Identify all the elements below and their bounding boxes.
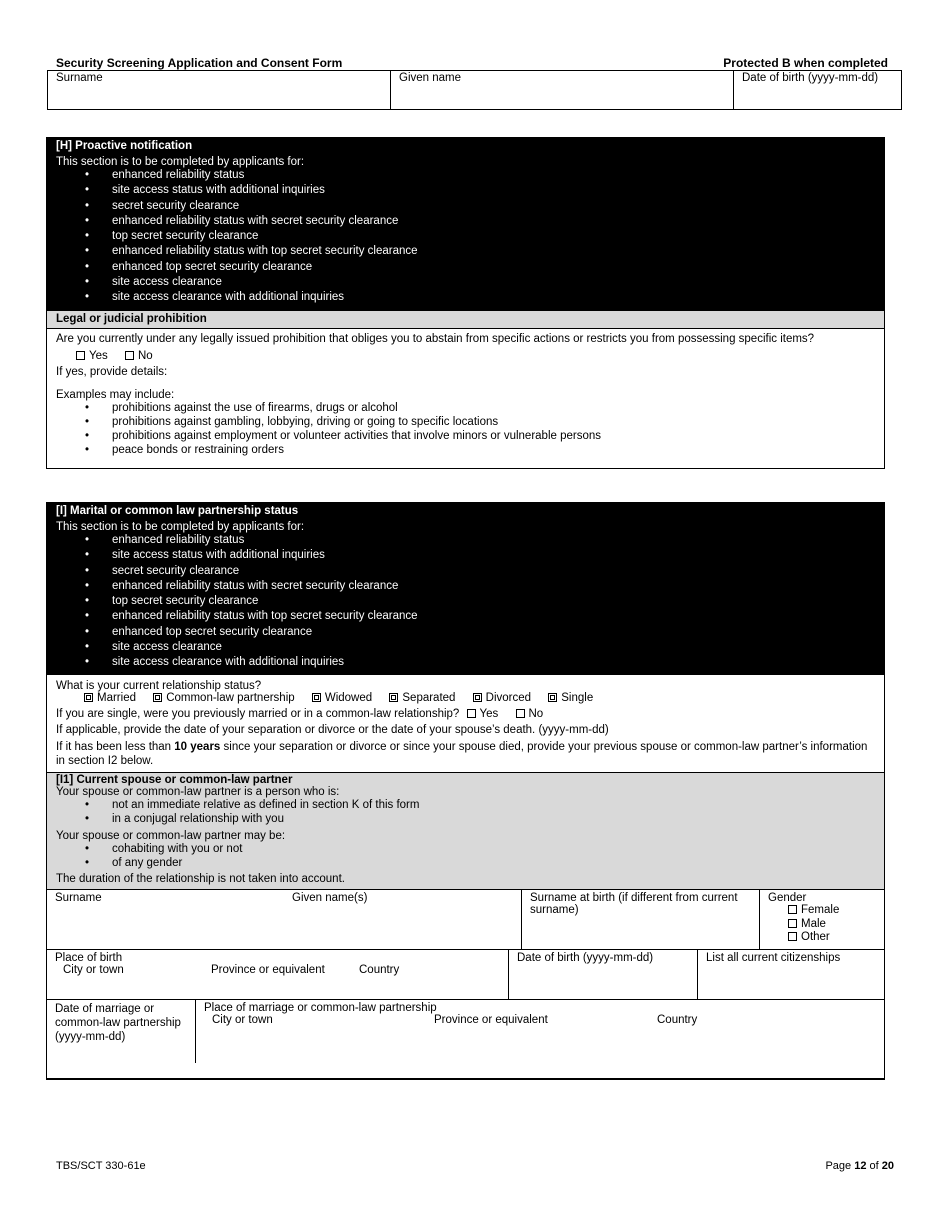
section-h <box>46 137 885 469</box>
surname-label: Surname <box>55 892 102 905</box>
dob-label: Date of birth (yyyy-mm-dd) <box>517 952 654 965</box>
prohibition-no-option[interactable] <box>125 350 153 362</box>
gender-female-option[interactable] <box>788 904 876 918</box>
gender-other-option[interactable] <box>788 931 876 945</box>
form-number: TBS/SCT 330-61e <box>56 1160 146 1172</box>
list-item: • enhanced reliability status with top secret security clearance <box>56 609 875 624</box>
male-checkbox[interactable] <box>788 919 797 928</box>
surname-birth-label: Surname at birth (if different from current surname) <box>530 892 738 917</box>
list-item: • top secret security clearance <box>56 594 875 609</box>
spouse-surname-field[interactable] <box>47 890 522 949</box>
city-label: City or town <box>212 1014 273 1027</box>
list-item: • secret security clearance <box>56 199 875 214</box>
city-label: City or town <box>63 964 124 977</box>
other-checkbox[interactable] <box>788 932 797 941</box>
list-item: • site access clearance with additional inquiries <box>56 290 875 305</box>
status-options <box>56 692 875 704</box>
status-divorced-option[interactable] <box>473 692 531 704</box>
divorced-label: Divorced <box>485 691 532 704</box>
prohibition-details-label: If yes, provide details: <box>56 365 168 378</box>
date-question: If applicable, provide the date of your separation or divorce or the date of your spouse’s death. (yyyy-mm-dd) <box>56 723 609 736</box>
ten-years-text-a: If it has been less than <box>56 740 175 753</box>
spouse-marriage-date-field[interactable] <box>47 1000 196 1063</box>
single-question-row <box>56 708 875 720</box>
section-h-intro: This section is to be completed by applicants for: <box>56 156 305 168</box>
list-item: • site access clearance <box>56 275 875 290</box>
examples-list <box>56 401 875 458</box>
no-label: No <box>137 349 153 362</box>
status-question: What is your current relationship status? <box>56 679 262 692</box>
relationship-status-body <box>47 675 884 772</box>
status-widowed-option[interactable] <box>312 692 372 704</box>
legal-prohibition-subhead: Legal or judicial prohibition <box>47 310 884 329</box>
section-h-applicant-list <box>56 168 875 306</box>
i1-may-be: Your spouse or common-law partner may be: <box>56 830 286 843</box>
list-item: • peace bonds or restraining orders <box>56 443 875 457</box>
yes-checkbox[interactable] <box>76 351 85 360</box>
ten-years-bold: 10 years <box>174 740 221 753</box>
marriage-date-label: Date of marriage or common-law partnership (yyyy-mm-dd) <box>55 1003 181 1044</box>
page-num: 12 <box>854 1160 867 1172</box>
list-item: • enhanced reliability status with secret security clearance <box>56 214 875 229</box>
country-label: Country <box>657 1014 698 1027</box>
single-label: Single <box>561 691 594 704</box>
spouse-marriage-place-field[interactable] <box>196 1000 884 1063</box>
place-of-birth-label: Place of birth <box>55 952 123 965</box>
dob-field[interactable] <box>734 71 901 109</box>
examples-intro: Examples may include: <box>56 388 175 401</box>
list-item: • enhanced top secret security clearance <box>56 260 875 275</box>
prohibition-question: Are you currently under any legally issued prohibition that obliges you to abstain from specific actions or restricts you from possessing specific items? <box>56 332 815 345</box>
no-checkbox[interactable] <box>125 351 134 360</box>
list-item: • enhanced reliability status <box>56 533 875 548</box>
given-name-label: Given name <box>399 72 462 84</box>
form-title: Security Screening Application and Consent Form <box>56 56 343 70</box>
list-item: • of any gender <box>56 856 875 870</box>
dob-label: Date of birth (yyyy-mm-dd) <box>742 72 879 84</box>
section-i-applicant-list <box>56 533 875 671</box>
list-item: • enhanced top secret security clearance <box>56 625 875 640</box>
single-no-checkbox[interactable] <box>516 709 525 718</box>
ten-years-instruction <box>56 740 875 768</box>
spouse-birth-row <box>47 949 884 999</box>
single-checkbox[interactable] <box>548 693 557 702</box>
country-label: Country <box>359 964 400 977</box>
yes-label: Yes <box>89 349 108 362</box>
list-item: • not an immediate relative as defined in section K of this form <box>56 798 875 812</box>
common-law-label: Common-law partnership <box>166 691 295 704</box>
surname-field[interactable] <box>48 71 391 109</box>
spouse-name-row <box>47 889 884 949</box>
i1-intro: Your spouse or common-law partner is a person who is: <box>56 785 340 798</box>
list-item: • site access status with additional inquiries <box>56 183 875 198</box>
i1-may-list <box>56 842 875 870</box>
spouse-citizenships-field[interactable] <box>698 950 884 999</box>
other-label: Other <box>801 931 830 944</box>
status-married-option[interactable] <box>84 692 136 704</box>
list-item: • enhanced reliability status <box>56 168 875 183</box>
widowed-checkbox[interactable] <box>312 693 321 702</box>
section-i-intro: This section is to be completed by applicants for: <box>56 521 305 533</box>
i1-duration-note: The duration of the relationship is not taken into account. <box>56 873 345 886</box>
list-item: • site access status with additional inquiries <box>56 548 875 563</box>
section-h-title: [H] Proactive notification <box>56 140 193 152</box>
widowed-label: Widowed <box>324 691 373 704</box>
given-name-field[interactable] <box>391 71 734 109</box>
page-label: Page <box>825 1160 855 1172</box>
male-label: Male <box>801 917 826 930</box>
list-item: • enhanced reliability status with top secret security clearance <box>56 244 875 259</box>
list-item: • cohabiting with you or not <box>56 842 875 856</box>
prohibition-options <box>56 350 875 362</box>
section-h-header <box>47 138 884 310</box>
single-yes-checkbox[interactable] <box>467 709 476 718</box>
divorced-checkbox[interactable] <box>473 693 482 702</box>
list-item: • prohibitions against employment or volunteer activities that involve minors or vulnerable persons <box>56 429 875 443</box>
province-label: Province or equivalent <box>434 1014 548 1027</box>
list-item: • enhanced reliability status with secret security clearance <box>56 579 875 594</box>
list-item: • prohibitions against gambling, lobbying, driving or going to specific locations <box>56 415 875 429</box>
applicant-id-table <box>47 70 902 110</box>
page-total: 20 <box>881 1160 894 1172</box>
yes-label: Yes <box>479 707 499 720</box>
gender-label: Gender <box>768 892 807 905</box>
section-i-title: [I] Marital or common law partnership status <box>56 505 299 517</box>
i1-definition-list <box>56 798 875 826</box>
gender-male-option[interactable] <box>788 918 876 932</box>
status-common-law-option[interactable] <box>153 692 294 704</box>
married-checkbox[interactable] <box>84 693 93 702</box>
list-item: • site access clearance with additional inquiries <box>56 655 875 670</box>
province-label: Province or equivalent <box>211 964 325 977</box>
status-single-option[interactable] <box>548 692 593 704</box>
page-of: of <box>866 1160 882 1172</box>
i1-panel <box>47 772 884 890</box>
citizenships-label: List all current citizenships <box>706 952 841 965</box>
spouse-surname-birth-field[interactable] <box>522 890 760 949</box>
section-i-header <box>47 503 884 675</box>
list-item: • top secret security clearance <box>56 229 875 244</box>
list-item: • in a conjugal relationship with you <box>56 812 875 826</box>
separated-label: Separated <box>402 691 456 704</box>
spouse-dob-field[interactable] <box>509 950 698 999</box>
marriage-place-label: Place of marriage or common-law partnership <box>204 1002 437 1015</box>
list-item: • secret security clearance <box>56 564 875 579</box>
spouse-marriage-row <box>47 999 884 1063</box>
list-item: • prohibitions against the use of firearms, drugs or alcohol <box>56 401 875 415</box>
status-separated-option[interactable] <box>389 692 455 704</box>
female-label: Female <box>801 904 840 917</box>
protected-label: Protected B when completed <box>723 56 888 70</box>
ten-years-text-c: since your separation or divorce or since your spouse died, provide your previous spouse or common-law partner’s information in section I2 below. <box>56 740 868 767</box>
married-label: Married <box>97 691 136 704</box>
legal-prohibition-body <box>47 329 884 462</box>
spouse-gender-field <box>760 890 884 949</box>
spouse-place-of-birth-field[interactable] <box>47 950 509 999</box>
prohibition-yes-option[interactable] <box>76 350 108 362</box>
common-law-checkbox[interactable] <box>153 693 162 702</box>
given-names-label: Given name(s) <box>292 892 368 905</box>
separated-checkbox[interactable] <box>389 693 398 702</box>
section-i <box>46 502 885 1080</box>
i1-title: [I1] Current spouse or common-law partner <box>56 773 293 786</box>
single-question: If you are single, were you previously married or in a common-law relationship? <box>56 707 460 720</box>
page-number <box>825 1160 894 1172</box>
female-checkbox[interactable] <box>788 905 797 914</box>
list-item: • site access clearance <box>56 640 875 655</box>
no-label: No <box>528 707 544 720</box>
surname-label: Surname <box>56 72 103 84</box>
